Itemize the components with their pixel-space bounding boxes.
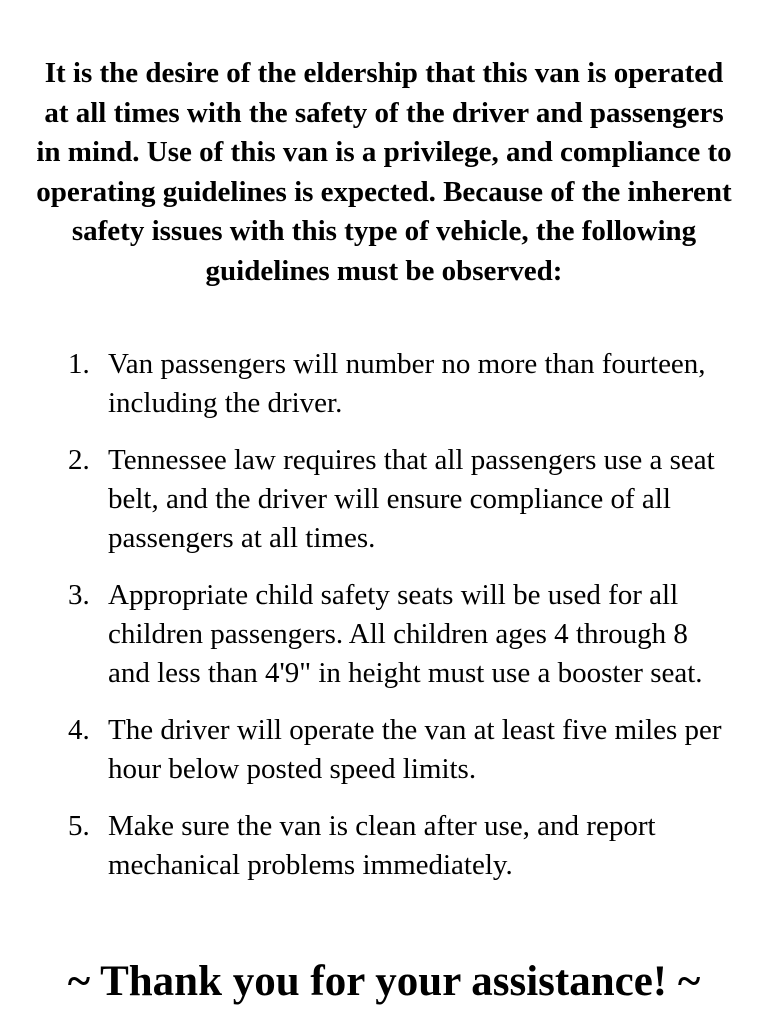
guideline-item: [0, 345, 768, 423]
guideline-number: 5.: [68, 810, 90, 842]
closing-message: ~ Thank you for your assistance! ~: [67, 958, 701, 1005]
guideline-number: 2.: [68, 444, 90, 476]
guideline-text: Make sure the van is clean after use, and report mechanical problems immediately.: [108, 810, 656, 881]
guideline-item: [0, 711, 768, 789]
intro-paragraph: It is the desire of the eldership that this van is operated at all times with the safety of the driver and passengers in mind. Use of this van is a privilege, and compliance to operating guidelines is expected. Because of the inherent safety issues with this type of vehicle, the following guidelines must be observed:: [36, 57, 732, 287]
guidelines-list: [0, 345, 768, 903]
guideline-text: Appropriate child safety seats will be used for all children passengers. All children ages 4 through 8 and less than 4'9" in height must use a booster seat.: [108, 579, 703, 689]
guideline-number: 4.: [68, 714, 90, 746]
guideline-item: [0, 576, 768, 693]
guideline-item: [0, 441, 768, 558]
guideline-text: The driver will operate the van at least five miles per hour below posted speed limits.: [108, 714, 722, 785]
guideline-number: 3.: [68, 579, 90, 611]
guideline-text: Tennessee law requires that all passengers use a seat belt, and the driver will ensure compliance of all passengers at all times.: [108, 444, 715, 554]
guideline-item: [0, 807, 768, 885]
guideline-number: 1.: [68, 348, 90, 380]
guideline-text: Van passengers will number no more than fourteen, including the driver.: [108, 348, 706, 419]
